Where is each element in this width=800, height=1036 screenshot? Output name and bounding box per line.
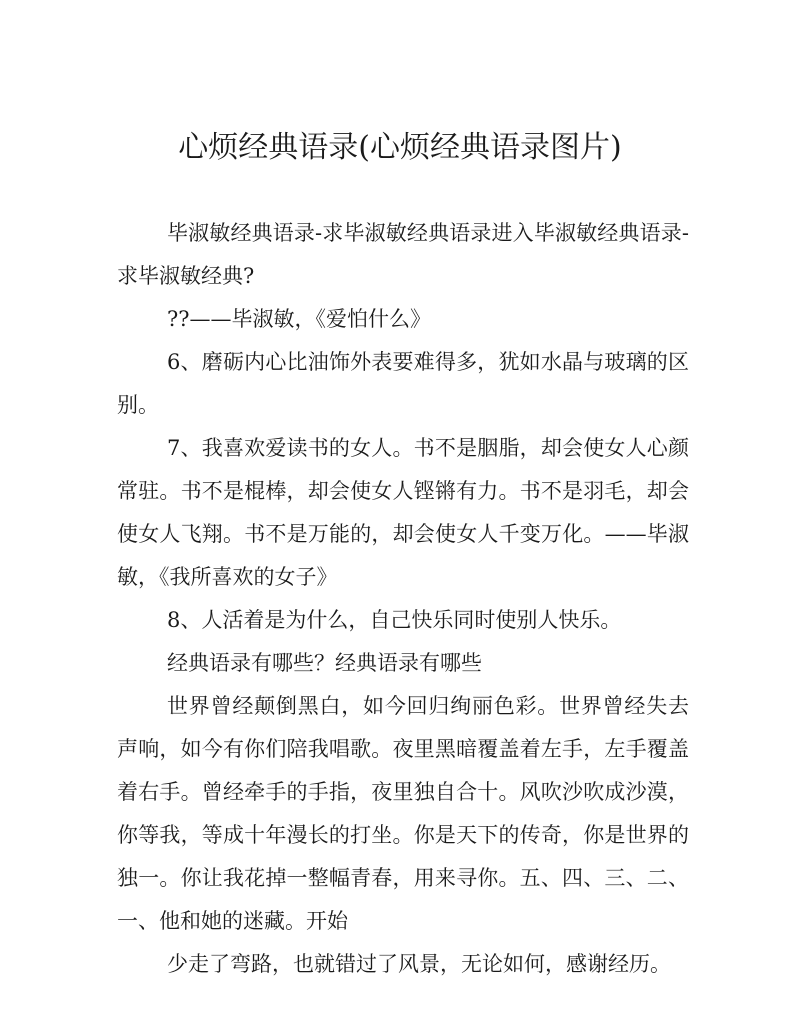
paragraph: 世界曾经颠倒黑白，如今回归绚丽色彩。世界曾经失去声响，如今有你们陪我唱歌。夜里黑暗覆盖着左手，左手覆盖着右手。曾经牵手的手指，夜里独自合十。风吹沙吹成沙漠，你等我，等成十年漫长的打坐。你是天下的传奇，你是世界的独一。你让我花掉一整幅青春，用来寻你。五、四、三、二、一、他和她的迷藏。开始 (117, 694, 689, 933)
paragraph: 经典语录有哪些？经典语录有哪些 (167, 651, 482, 675)
document-title: 心烦经典语录(心烦经典语录图片) (178, 130, 622, 165)
paragraph: 少走了弯路，也就错过了风景，无论如何，感谢经历。 (167, 952, 671, 976)
paragraph: 6、磨砺内心比油饰外表要难得多，犹如水晶与玻璃的区别。 (117, 350, 689, 417)
paragraph: 7、我喜欢爱读书的女人。书不是胭脂，却会使女人心颜常驻。书不是棍棒，却会使女人铿锵有力。书不是羽毛，却会使女人飞翔。书不是万能的，却会使女人千变万化。——毕淑敏，《我所喜欢的女子》 (117, 436, 689, 589)
paragraph: 毕淑敏经典语录-求毕淑敏经典语录进入毕淑敏经典语录-求毕淑敏经典? (117, 221, 689, 288)
paragraph: ??——毕淑敏，《爱怕什么》 (167, 307, 432, 331)
document-body (117, 212, 689, 986)
paragraph: 8、人活着是为什么，自己快乐同时使别人快乐。 (167, 608, 622, 632)
